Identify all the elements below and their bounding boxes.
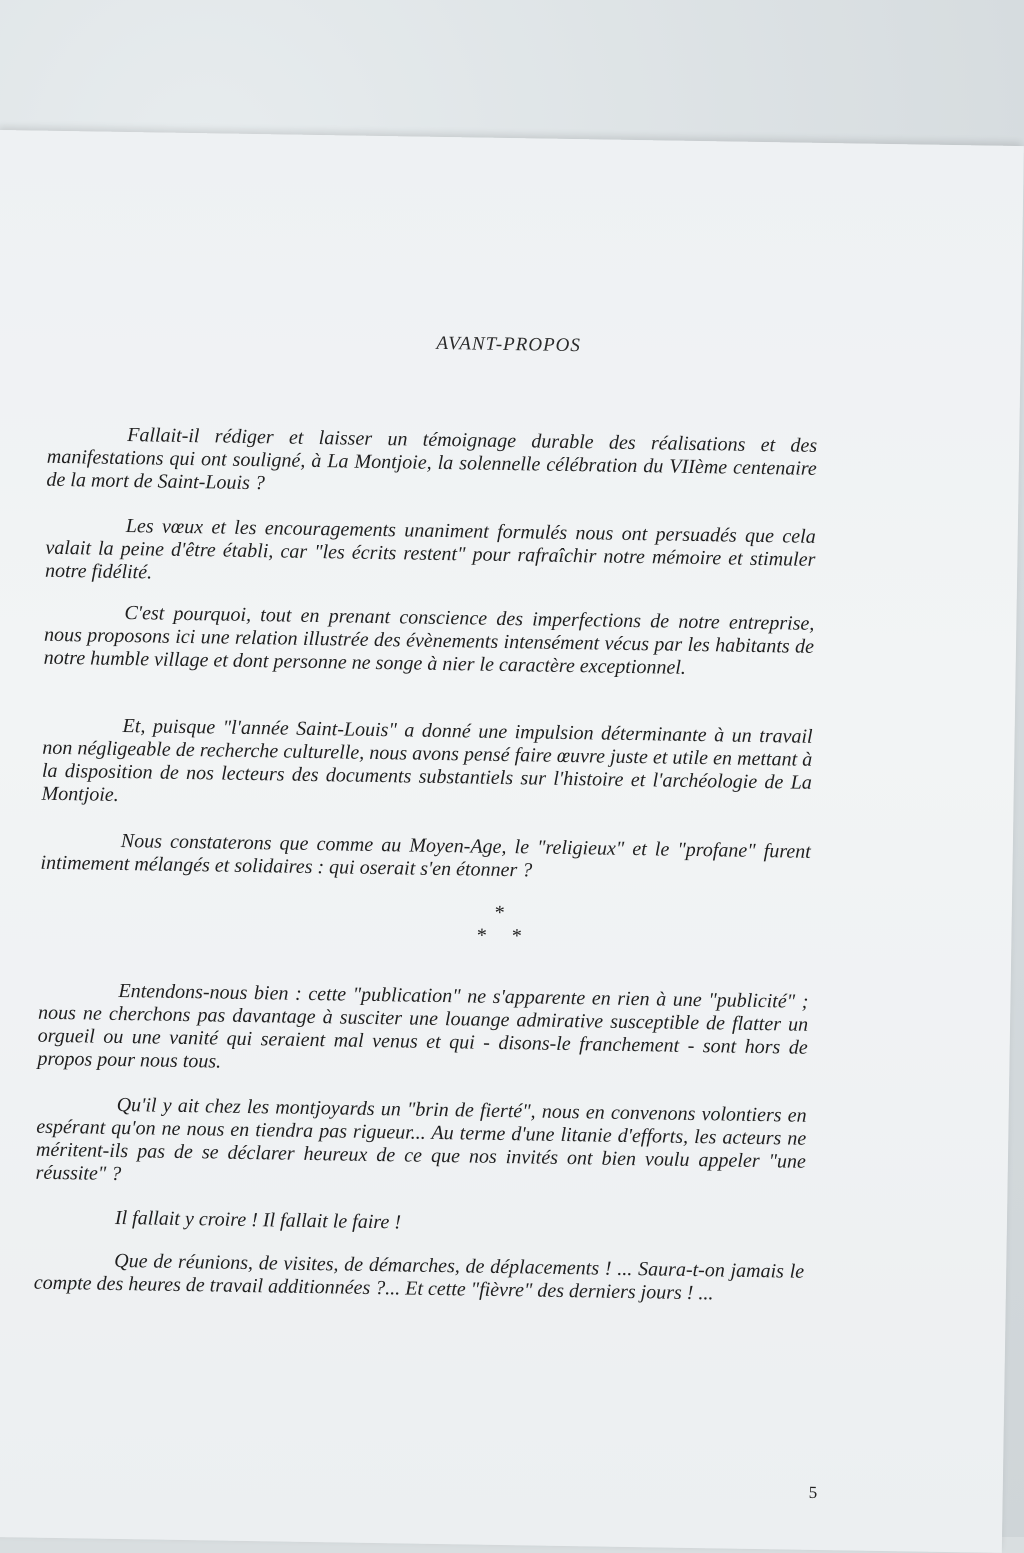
paragraph (35, 1093, 806, 1197)
paragraph (44, 601, 815, 682)
ornament-bottom: * * (476, 924, 523, 948)
ornament-top: * (494, 901, 505, 925)
paragraph-text: Qu'il y ait chez les montjoyards un "brin de fierté", nous en convenons volontiers en espérant qu'on ne nous en tiendra pas rigueur... Au terme d'une litanie d'efforts, les acteurs ne méritent-ils pas de se déclarer heureux de ce que nos invités ont bien voulu appeler "une réussite" ? (35, 1093, 807, 1186)
paragraph (46, 423, 817, 504)
paragraph-text: Les vœux et les encouragements unaniment formulés nous ont persuadés que cela valait la peine d'être établi, car "les écrits restent" pour rafraîchir notre mémoire et stimuler notre fidélité. (44, 515, 816, 584)
paragraph-text: Et, puisque "l'année Saint-Louis" a donné une impulsion déterminante à un travail non négligeable de recherche culturelle, nous avons pensé faire œuvre juste et utile en mettant à la disposition de nos lecteurs des documents substantiels sur l'histoire et l'archéologie de La Montjoie. (41, 715, 813, 806)
paragraph-text: Nous constaterons que comme au Moyen-Age, le "religieux" et le "profane" furent intimement mélangés et solidaires : qui oserait s'en étonner ? (40, 829, 811, 882)
paragraph (41, 714, 812, 818)
paragraph (40, 829, 811, 887)
page-content (0, 130, 1024, 1553)
paragraph-text: Fallait-il rédiger et laisser un témoignage durable des réalisations et des manifestations qui ont souligné, à La Montjoie, la solennelle célébration du VIIème centenaire de la mort de Saint-Louis ? (46, 424, 818, 495)
paragraph (35, 1206, 805, 1241)
paragraph (34, 1249, 805, 1307)
paragraph-text: C'est pourquoi, tout en prenant conscience des imperfections de notre entreprise, nous proposons ici une relation illustrée des évènements intensément vécus par les habitants de notre humble village et dont personne ne songe à nier le caractère exceptionnel. (43, 602, 815, 679)
paragraph-text: Il fallait y croire ! Il fallait le faire ! (114, 1206, 402, 1234)
page-title: AVANT-PROPOS (436, 332, 582, 357)
page-number: 5 (808, 1482, 818, 1503)
page-sheet (0, 130, 1024, 1553)
paragraph-text: Entendons-nous bien : cette "publication" ne s'apparente en rien à une "publicité" ; nous ne cherchons pas davantage à susciter une louange admirative susceptible de flatter un orgueil ou une vanité qui seraient mal venus et qui - disons-le franchement - sont hors de propos pour nous tous. (37, 979, 809, 1073)
paragraph (37, 979, 808, 1083)
paragraph (45, 514, 816, 595)
paragraph-text: Que de réunions, de visites, de démarches, de déplacements ! ... Saura-t-on jamais le compte des heures de travail additionnées ?... Et cette "fièvre" des derniers jours ! ... (33, 1249, 805, 1305)
